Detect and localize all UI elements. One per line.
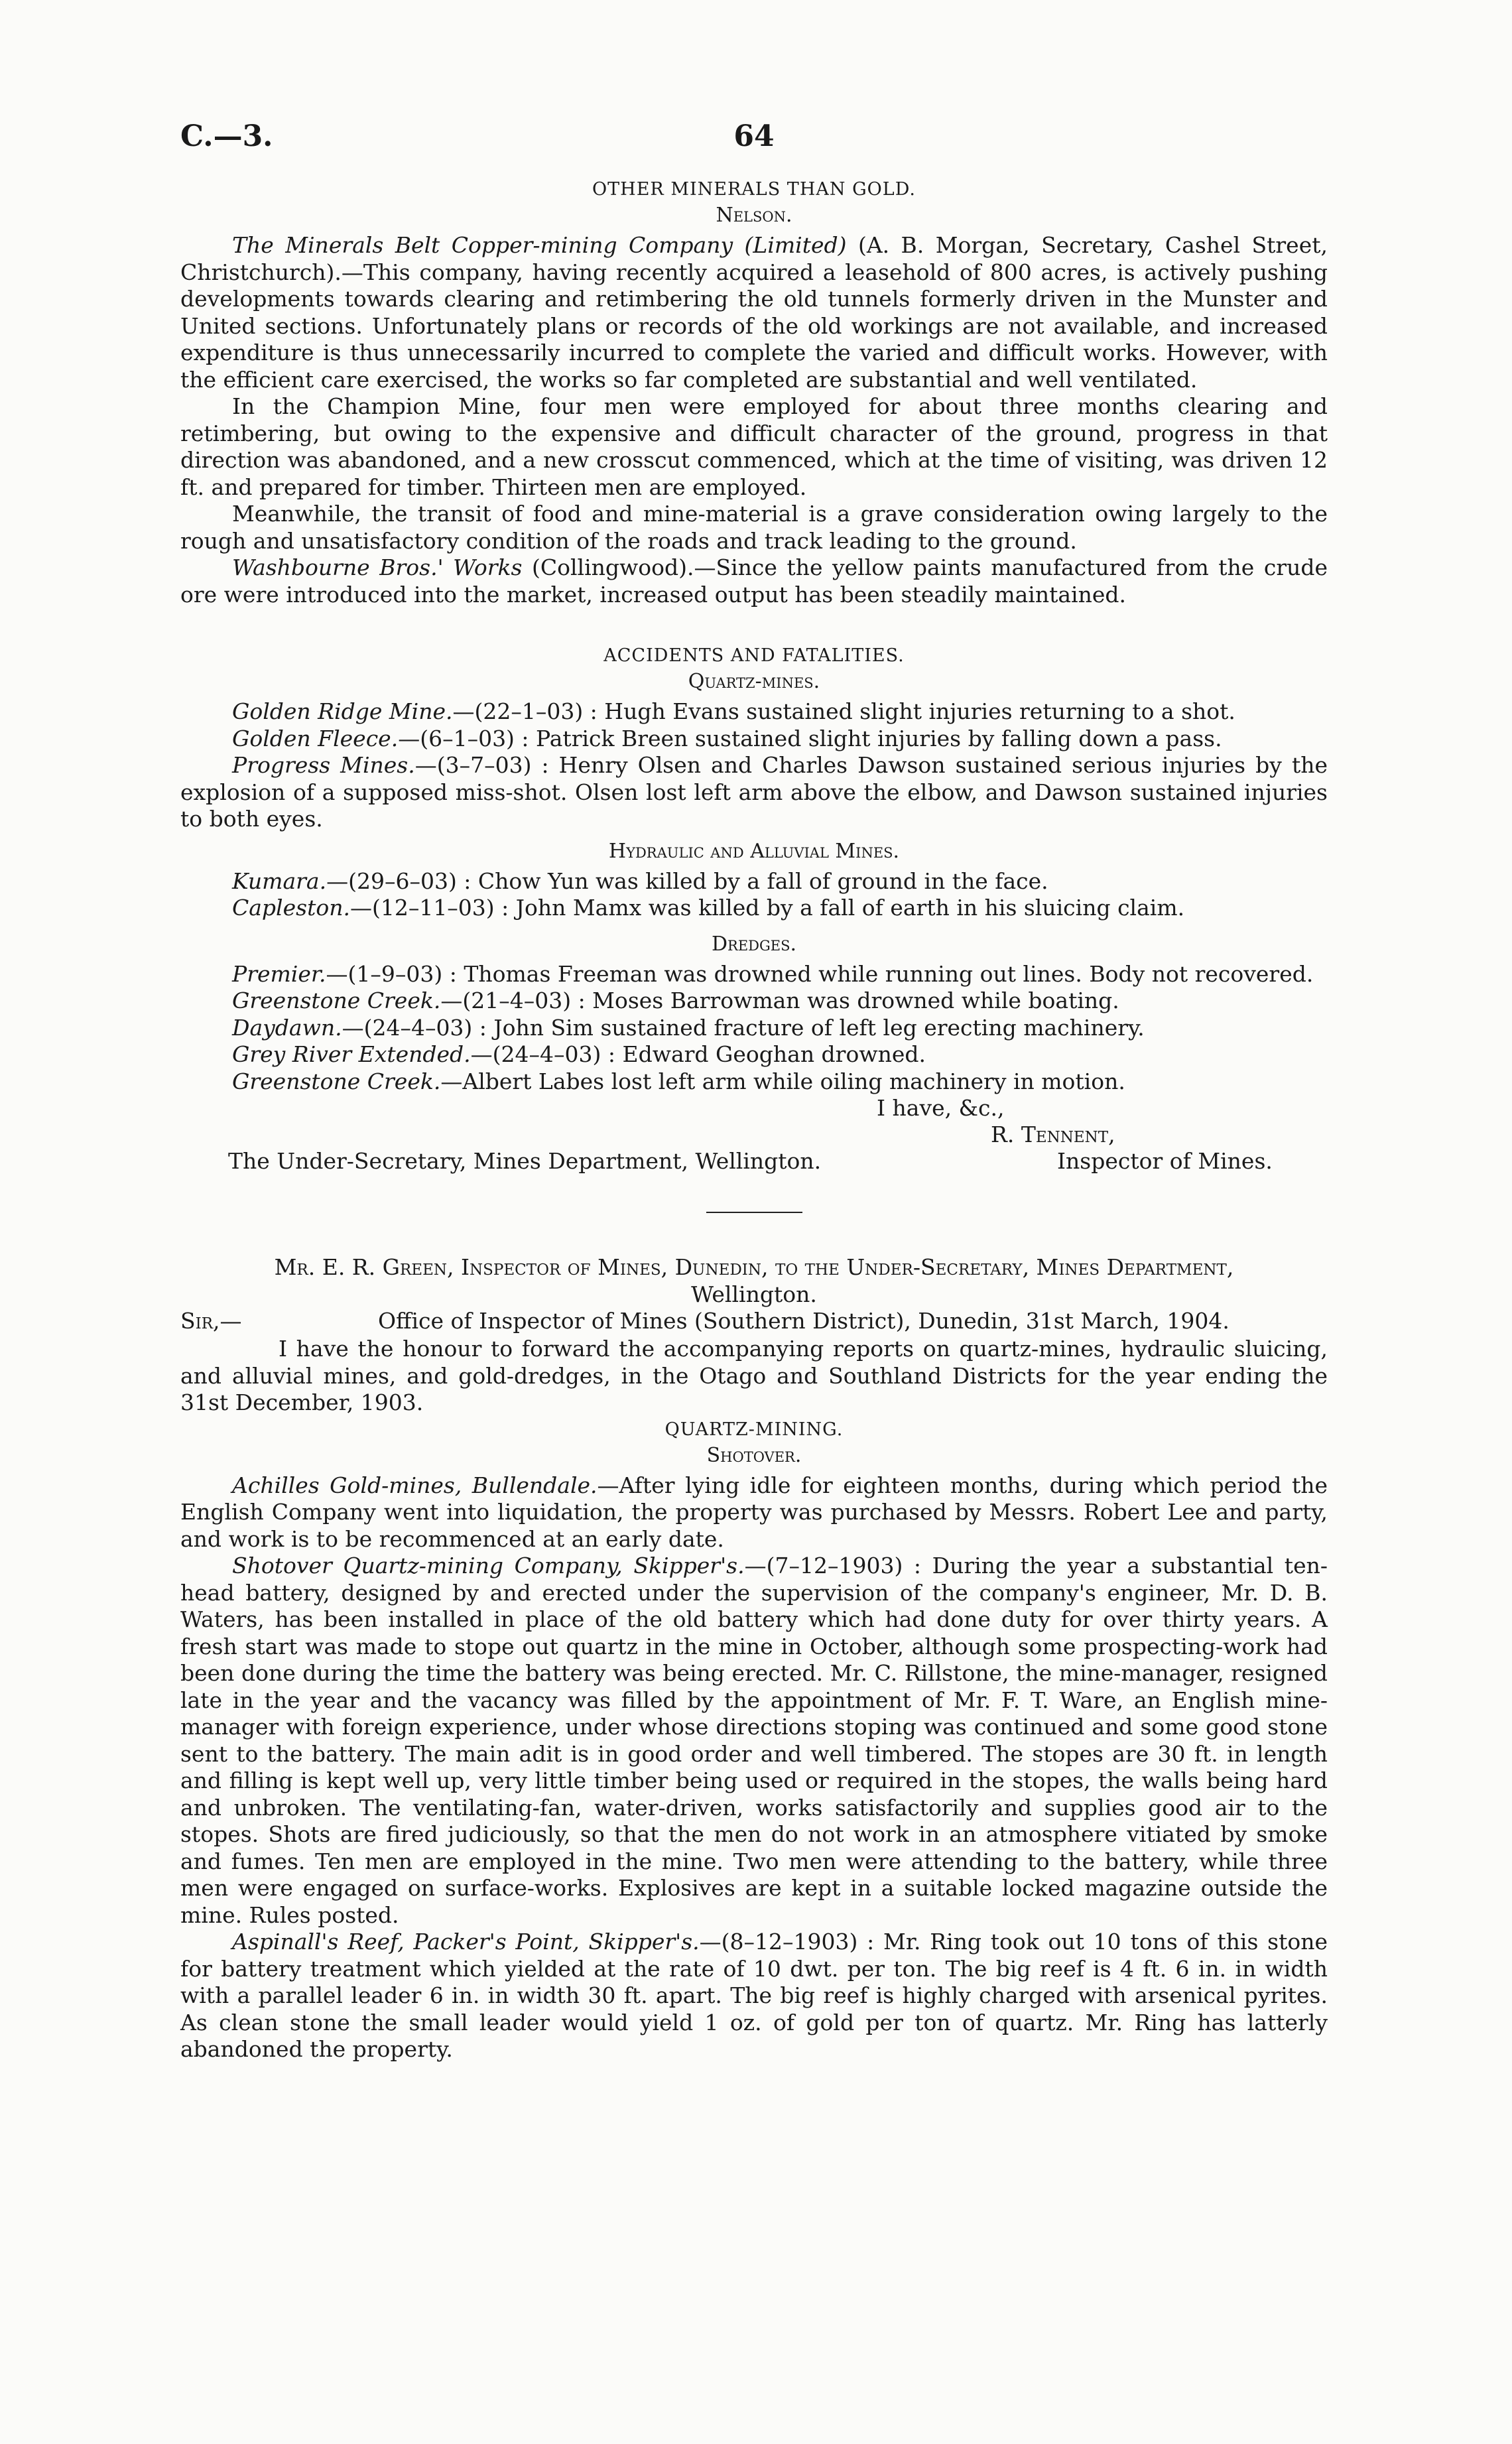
district-heading-shotover: Shotover.	[706, 1443, 802, 1467]
subheading-quartz-mines: Quartz-mines.	[688, 670, 820, 693]
subheading-hydraulic: Hydraulic and Alluvial Mines.	[608, 839, 900, 863]
section-title-accidents: ACCIDENTS AND FATALITIES.	[603, 645, 905, 666]
section-divider	[706, 1212, 802, 1213]
addressee: The Under-Secretary, Mines Department, Wellington.	[228, 1148, 822, 1174]
accident-entry: Golden Ridge Mine.—(22–1–03) : Hugh Evans sustained slight injuries returning to a shot.	[232, 698, 1235, 724]
company-name: Washbourne Bros.' Works	[232, 554, 523, 580]
subheading-dredges: Dredges.	[711, 932, 797, 956]
series-label: C.—3.	[180, 119, 273, 153]
accident-entry: Premier.—(1–9–03) : Thomas Freeman was drowned while running out lines. Body not recovered.	[232, 960, 1314, 987]
accident-entry: Progress Mines.—(3–7–03) : Henry Olsen and Charles Dawson sustained serious injuries by the explosion of a supposed miss-shot. Olsen lost left arm above the elbow, and Dawson sustained injuries to both eyes.	[180, 752, 1328, 832]
company-name: The Minerals Belt Copper-mining Company (Limited)	[232, 232, 847, 258]
paragraph-transit: Meanwhile, the transit of food and mine-material is a grave consideration owing largely to the rough and unsatisfactory condition of the roads and track leading to the ground.	[180, 501, 1328, 554]
mine-report-entry: Shotover Quartz-mining Company, Skipper's.—(7–12–1903) : During the year a substantial ten-head battery, designed by and erected under the supervision of the company's engineer, Mr. D. B. Waters, has been installed in place of the old battery which had done duty for over thirty years. A fresh start was made to stope out quartz in the mine in October, although some prospecting-work had been done during the time the battery was being erected. Mr. C. Rillstone, the mine-manager, resigned late in the year and the vacancy was filled by the appointment of Mr. F. T. Ware, an English mine-manager with foreign experience, under whose directions stoping was continued and some good stone sent to the battery. The main adit is in good order and well timbered. The stopes are 30 ft. in length and filling is kept well up, very little timber being used or required in the stopes, the walls being hard and unbroken. The ventilating-fan, water-driven, works satisfactorily and supplies good air to the stopes. Shots are fired judiciously, so that the men do not work in an atmosphere vitiated by smoke and fumes. Ten men are employed in the mine. Two men were attending to the battery, while three men were engaged on surface-works. Explosives are kept in a suitable locked magazine outside the mine. Rules posted.	[180, 1553, 1328, 1928]
paragraph-minerals-belt: The Minerals Belt Copper-mining Company (Limited) (A. B. Morgan, Secretary, Cashel Street, Christchurch).—This company, having recently acquired a leasehold of 800 acres, is actively pushing developments towards clearing and retimbering the old tunnels formerly driven in the Munster and United sections. Unfortunately plans or records of the old workings are not available, and increased expenditure is thus unnecessarily incurred to complete the varied and difficult works. However, with the efficient care exercised, the works so far completed are substantial and well ventilated.	[180, 232, 1328, 393]
mine-report-entry: Aspinall's Reef, Packer's Point, Skipper's.—(8–12–1903) : Mr. Ring took out 10 tons of this stone for battery treatment which yielded at the rate of 10 dwt. per ton. The big reef is 4 ft. 6 in. in width with a parallel leader 6 in. in width 30 ft. apart. The big reef is highly charged with arsenical pyrites. As clean stone the small leader would yield 1 oz. of gold per ton of quartz. Mr. Ring has latterly abandoned the property.	[180, 1929, 1328, 2062]
letter-heading-line2: Wellington.	[691, 1281, 817, 1307]
office-dateline: Office of Inspector of Mines (Southern District), Dunedin, 31st March, 1904.	[378, 1308, 1229, 1334]
page-header	[180, 119, 1328, 179]
paragraph-champion-mine: In the Champion Mine, four men were employed for about three months clearing and retimbering, but owing to the expensive and difficult character of the ground, progress in that direction was abandoned, and a new crosscut commenced, which at the time of visiting, was driven 12 ft. and prepared for timber. Thirteen men are employed.	[180, 393, 1328, 500]
document-page	[180, 119, 1328, 2063]
letter-heading: Mr. E. R. Green, Inspector of Mines, Dunedin, to the Under-Secretary, Mines Department,	[274, 1254, 1234, 1280]
signatory-name: R. Tennent,	[991, 1122, 1115, 1147]
paragraph-washbourne: Washbourne Bros.' Works (Collingwood).—Since the yellow paints manufactured from the crude ore were introduced into the market, increased output has been steadily maintained.	[180, 554, 1328, 608]
signature-block	[180, 1095, 1328, 1177]
accident-entry: Kumara.—(29–6–03) : Chow Yun was killed by a fall of ground in the face.	[232, 868, 1048, 894]
accident-entry: Grey River Extended.—(24–4–03) : Edward Geoghan drowned.	[232, 1041, 926, 1067]
section-title-other-minerals: OTHER MINERALS THAN GOLD.	[592, 179, 916, 200]
accident-entry: Greenstone Creek.—(21–4–03) : Moses Barrowman was drowned while boating.	[232, 988, 1119, 1013]
accident-entry: Golden Fleece.—(6–1–03) : Patrick Breen sustained slight injuries by falling down a pass.	[232, 725, 1222, 751]
letter-intro: I have the honour to forward the accompanying reports on quartz-mines, hydraulic sluicing, and alluvial mines, and gold-dredges, in the Otago and Southland Districts for the year ending the 31st December, 1903.	[180, 1336, 1328, 1415]
accident-entry: Greenstone Creek.—Albert Labes lost left arm while oiling machinery in motion.	[232, 1068, 1125, 1094]
salutation-line	[180, 1308, 1328, 1336]
accident-entry: Capleston.—(12–11–03) : John Mamx was killed by a fall of earth in his sluicing claim.	[232, 895, 1185, 921]
page-number: 64	[733, 119, 775, 153]
accident-entry: Daydawn.—(24–4–03) : John Sim sustained fracture of left leg erecting machinery.	[232, 1014, 1145, 1041]
closing: I have, &c.,	[877, 1095, 1005, 1121]
signatory-title: Inspector of Mines.	[1057, 1148, 1273, 1174]
section-title-quartz-mining: QUARTZ-MINING.	[664, 1419, 844, 1440]
salutation: Sir,—	[180, 1308, 242, 1334]
district-heading-nelson: Nelson.	[716, 204, 792, 227]
mine-report-entry: Achilles Gold-mines, Bullendale.—After lying idle for eighteen months, during which period the English Company went into liquidation, the property was purchased by Messrs. Robert Lee and party, and work is to be recommenced at an early date.	[180, 1472, 1328, 1552]
